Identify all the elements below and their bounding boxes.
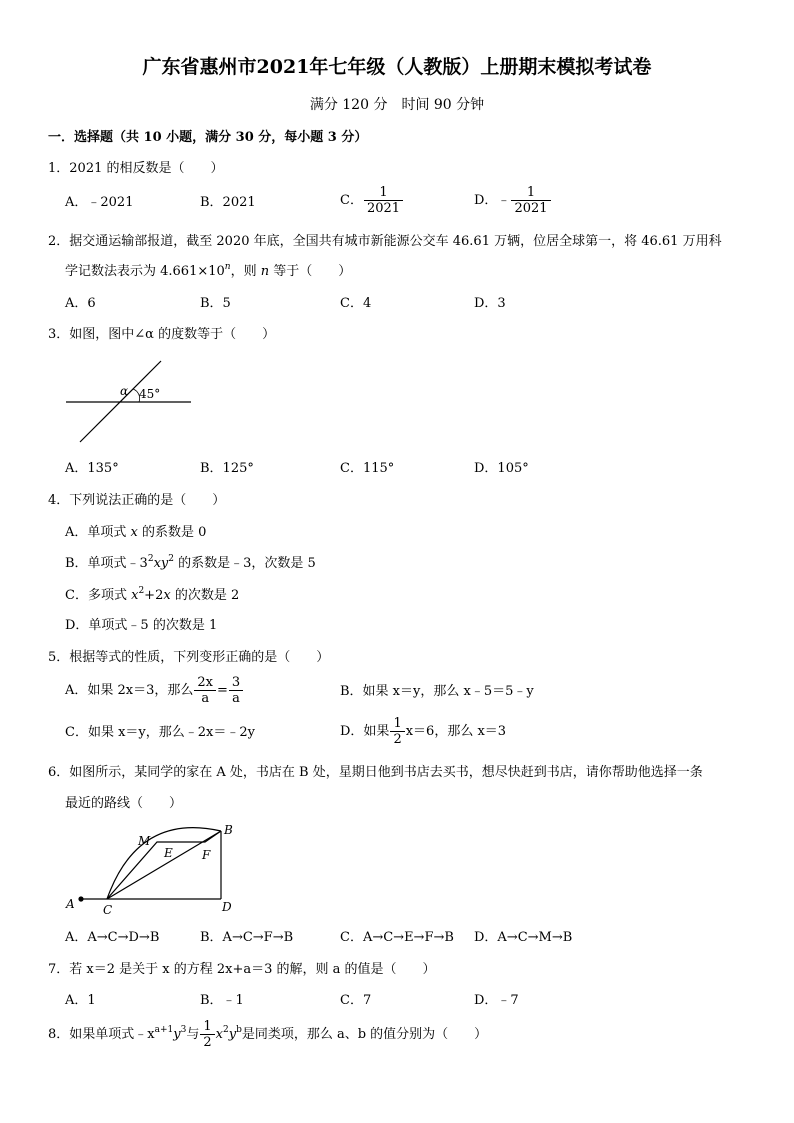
q4-option-b bbox=[65, 554, 316, 571]
q5-option-d bbox=[340, 717, 506, 746]
q4-option-c bbox=[65, 586, 240, 603]
q6-point-a bbox=[78, 896, 83, 901]
q8-text-pre: 8．如果单项式﹣x bbox=[48, 1027, 155, 1043]
q5-a-frac2-num: 3 bbox=[231, 675, 241, 690]
q4-a-var: x bbox=[130, 525, 138, 540]
q5-d-frac-num: 1 bbox=[393, 716, 402, 731]
q8-sup1: a+1 bbox=[154, 1025, 174, 1036]
q5-a-frac1-num: 2x bbox=[197, 675, 214, 690]
q4-b-var: xy bbox=[153, 556, 169, 571]
q5-option-c: C．如果 x＝y，那么﹣2x＝﹣2y bbox=[65, 725, 255, 740]
q6-label-a: A bbox=[66, 897, 75, 911]
q4-c-text-pre: C．多项式 bbox=[65, 588, 132, 603]
q1-c-numerator: 1 bbox=[379, 185, 388, 200]
q1-option-a: A．﹣2021 bbox=[65, 195, 134, 210]
q7-option-c: C．7 bbox=[340, 993, 372, 1008]
q2-option-d: D．3 bbox=[474, 296, 506, 311]
q7-option-b: B．﹣1 bbox=[200, 993, 244, 1008]
q5-a-frac1-den: a bbox=[194, 690, 216, 706]
q4-b-text-post: 的系数是﹣3，次数是 5 bbox=[173, 556, 316, 571]
q1-d-denominator: 2021 bbox=[511, 200, 550, 216]
question-6-line-1: 6．如图所示，某同学的家在 A 处，书店在 B 处，星期日他到书店去买书，想尽快赶到书店，请你帮助他选择一条 bbox=[48, 765, 703, 780]
q1-d-numerator: 1 bbox=[526, 185, 536, 200]
q4-option-d: D．单项式﹣5 的次数是 1 bbox=[65, 618, 218, 633]
q7-option-a: A．1 bbox=[65, 993, 96, 1008]
q8-sup4: b bbox=[236, 1025, 242, 1036]
q5-d-text-pre: D．如果 bbox=[340, 724, 390, 740]
q6-label-e: E bbox=[164, 846, 173, 860]
q4-b-sup1: 2 bbox=[147, 554, 154, 564]
q5-a-text-pre: A．如果 2x＝3，那么 bbox=[65, 683, 194, 699]
q2-variable-n: n bbox=[260, 264, 270, 279]
q3-option-a: A．135° bbox=[65, 461, 119, 476]
q8-frac-den: 2 bbox=[200, 1034, 214, 1050]
question-2-line-2 bbox=[65, 262, 352, 279]
q2-option-a: A．6 bbox=[65, 296, 96, 311]
q6-option-b: B．A→C→F→B bbox=[200, 930, 294, 945]
q2-option-c: C．4 bbox=[340, 296, 372, 311]
q8-var-y2: y bbox=[228, 1027, 237, 1043]
q5-d-frac-den: 2 bbox=[390, 731, 404, 747]
page-title: 广东省惠州市2021年七年级（人教版）上册期末模拟考试卷 bbox=[142, 56, 652, 78]
question-2-line-1: 2．据交通运输部报道，截至 2020 年底，全国共有城市新能源公交车 46.61 万辆，位居全球第一，将 46.61 万用科 bbox=[48, 234, 722, 249]
q4-option-a bbox=[65, 526, 206, 539]
q6-route-figure bbox=[60, 820, 250, 920]
q5-a-frac2-den: a bbox=[229, 690, 243, 706]
q8-frac-num: 1 bbox=[203, 1019, 212, 1034]
q5-option-b: B．如果 x＝y，那么 x﹣5＝5﹣y bbox=[340, 684, 534, 699]
q6-label-c: C bbox=[103, 903, 113, 917]
q5-option-a bbox=[65, 676, 244, 705]
q2-exponent: n bbox=[224, 262, 231, 272]
q4-c-text-mid: +2 bbox=[144, 588, 164, 603]
q8-text-post: 是同类项，那么 a、b 的值分别为（ ） bbox=[241, 1027, 488, 1043]
q7-option-d: D．﹣7 bbox=[474, 993, 519, 1008]
question-4-stem: 4．下列说法正确的是（ ） bbox=[48, 493, 226, 508]
section-heading: 一．选择题（共 10 小题，满分 30 分，每小题 3 分） bbox=[48, 130, 368, 145]
q6-option-a: A．A→C→D→B bbox=[65, 930, 160, 945]
q1-c-denominator: 2021 bbox=[364, 200, 403, 216]
q8-var-x: x bbox=[215, 1027, 223, 1043]
q1-option-d bbox=[474, 186, 552, 215]
question-7-stem: 7．若 x＝2 是关于 x 的方程 2x+a＝3 的解，则 a 的值是（ ） bbox=[48, 962, 436, 977]
page-subtitle: 满分 120 分 时间 90 分钟 bbox=[309, 97, 485, 113]
question-8-stem bbox=[48, 1020, 487, 1049]
q4-c-var1: x bbox=[131, 588, 139, 603]
q3-option-d: D．105° bbox=[474, 461, 529, 476]
q1-option-c bbox=[340, 186, 404, 215]
q4-a-text-pre: A．单项式 bbox=[65, 525, 131, 540]
q4-a-text-post: 的系数是 0 bbox=[137, 525, 207, 540]
q3-angle-figure bbox=[60, 355, 200, 450]
q6-option-d: D．A→C→M→B bbox=[474, 930, 573, 945]
question-3-stem: 3．如图，图中∠α 的度数等于（ ） bbox=[48, 327, 276, 342]
question-6-line-2: 最近的路线（ ） bbox=[65, 796, 183, 811]
q2-line2-text-c: 等于（ ） bbox=[269, 264, 352, 279]
q4-c-var2: x bbox=[163, 588, 171, 603]
q6-option-c: C．A→C→E→F→B bbox=[340, 930, 454, 945]
q6-label-m: M bbox=[138, 834, 151, 848]
q4-c-sup: 2 bbox=[138, 586, 145, 596]
question-5-stem: 5．根据等式的性质，下列变形正确的是（ ） bbox=[48, 650, 330, 665]
q2-option-b: B．5 bbox=[200, 296, 231, 311]
q2-line2-text-a: 学记数法表示为 4.661×10 bbox=[65, 264, 225, 279]
question-1-stem: 1．2021 的相反数是（ ） bbox=[48, 161, 224, 176]
q8-var-y1: y bbox=[173, 1027, 181, 1043]
q4-b-text-pre: B．单项式﹣3 bbox=[65, 556, 148, 571]
q5-d-text-post: x＝6，那么 x＝3 bbox=[405, 724, 507, 740]
q2-line2-text-b: ，则 bbox=[230, 264, 261, 279]
q1-option-c-prefix: C． bbox=[340, 193, 363, 209]
q3-option-c: C．115° bbox=[340, 461, 395, 476]
q5-a-equals: = bbox=[217, 683, 228, 699]
q4-c-text-post: 的次数是 2 bbox=[170, 588, 240, 603]
q6-label-b: B bbox=[224, 823, 233, 837]
q3-option-b: B．125° bbox=[200, 461, 254, 476]
q1-option-b: B．2021 bbox=[200, 195, 256, 210]
q4-b-sup2: 2 bbox=[168, 554, 174, 564]
q3-alpha-label: α bbox=[120, 384, 129, 398]
q8-sup3: 2 bbox=[222, 1025, 229, 1036]
q3-45-label: 45° bbox=[139, 387, 161, 401]
q6-label-f: F bbox=[202, 848, 211, 862]
q8-sup2: 3 bbox=[180, 1025, 187, 1036]
q1-option-d-prefix: D．﹣ bbox=[474, 193, 511, 209]
q8-text-and: 与 bbox=[186, 1027, 200, 1043]
q6-label-d: D bbox=[222, 900, 232, 914]
